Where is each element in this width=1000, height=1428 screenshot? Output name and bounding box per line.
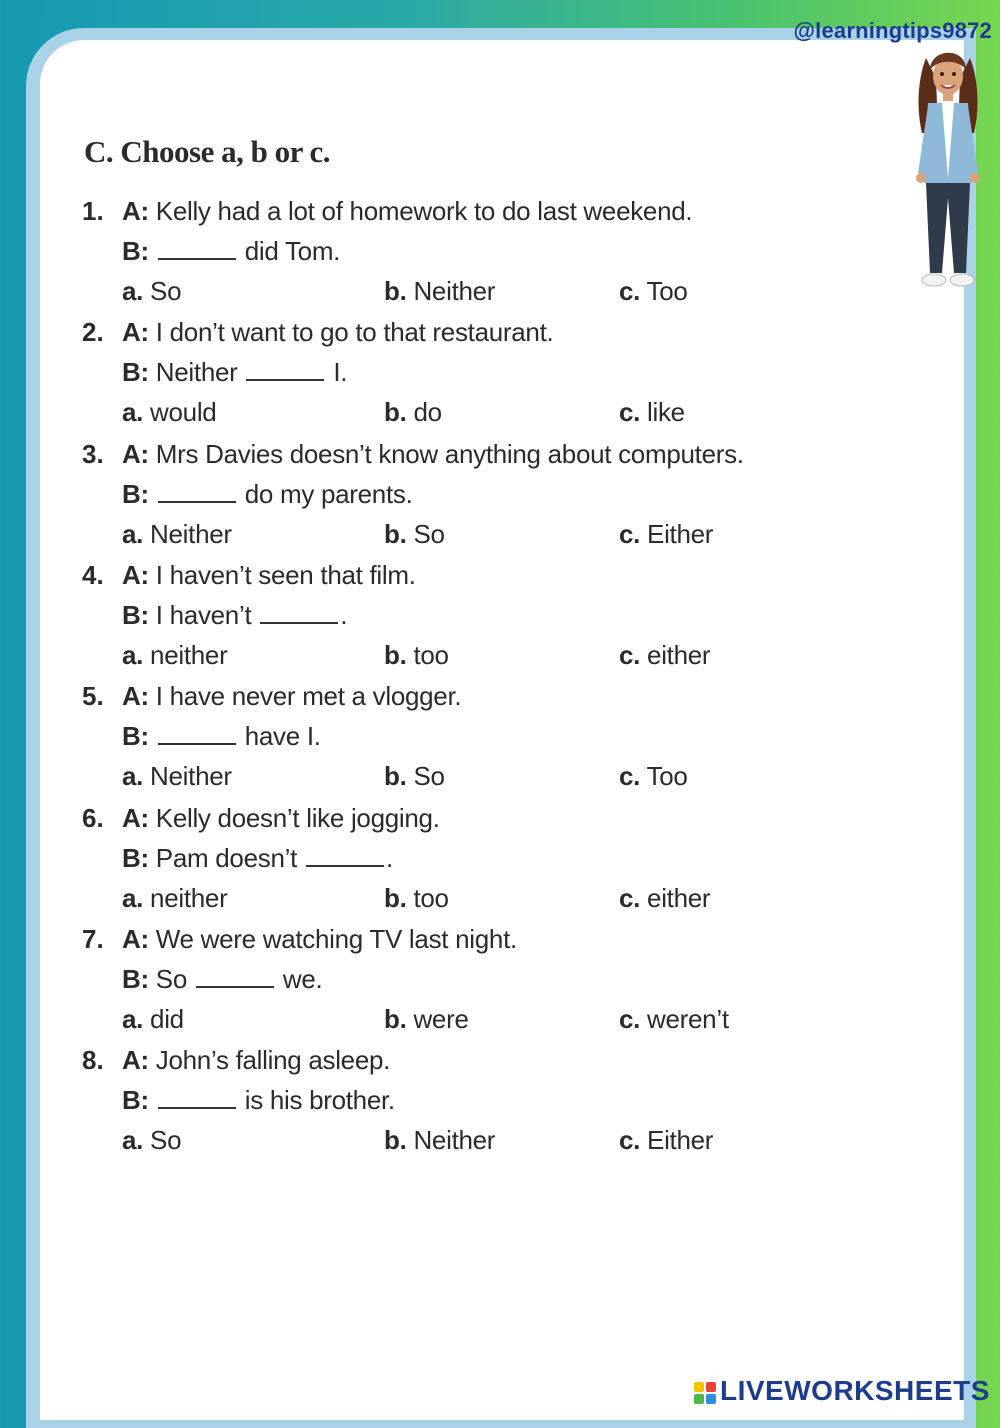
option-text: either — [647, 882, 711, 913]
option-text: weren’t — [647, 1003, 729, 1034]
speaker-a-line — [122, 924, 517, 955]
speaker-a-text: John’s falling asleep. — [155, 1045, 391, 1076]
speaker-b-text-after: we. — [282, 963, 323, 994]
speaker-b-text-after: is his brother. — [244, 1085, 395, 1116]
answer-option[interactable] — [384, 883, 449, 914]
answer-option[interactable] — [619, 883, 710, 914]
option-letter: c. — [619, 761, 641, 792]
option-letter: c. — [619, 397, 641, 428]
answer-option[interactable] — [619, 761, 688, 792]
option-letter: a. — [122, 1125, 144, 1156]
option-letter: a. — [122, 882, 144, 913]
speaker-a-text: I don’t want to go to that restaurant. — [155, 317, 554, 348]
teacher-illustration — [908, 38, 988, 296]
answer-blank[interactable] — [158, 723, 236, 745]
answer-option[interactable] — [619, 1004, 729, 1035]
question-number: 8. — [82, 1045, 104, 1076]
exercise-heading: C. Choose a, b or c. — [84, 134, 331, 169]
speaker-a-line — [122, 317, 553, 348]
answer-blank[interactable] — [246, 359, 324, 381]
speaker-a-label: A: — [122, 923, 149, 954]
option-letter: a. — [122, 397, 144, 428]
option-letter: b. — [384, 276, 407, 306]
answer-option[interactable] — [619, 276, 688, 307]
option-text: neither — [150, 882, 228, 913]
option-text: either — [647, 639, 711, 670]
option-letter: a. — [122, 518, 144, 549]
speaker-b-label: B: — [122, 721, 149, 752]
speaker-b-text-after: did Tom. — [244, 236, 341, 266]
speaker-a-text: Kelly had a lot of homework to do last weekend. — [155, 196, 693, 226]
speaker-b-line — [122, 721, 321, 752]
speaker-a-label: A: — [122, 317, 149, 348]
speaker-b-label: B: — [122, 1085, 149, 1116]
speaker-b-label: B: — [122, 963, 149, 994]
speaker-b-line — [122, 600, 347, 631]
option-letter: c. — [619, 882, 641, 913]
answer-option[interactable] — [384, 1125, 495, 1156]
answer-option[interactable] — [122, 1125, 181, 1156]
option-text: So — [413, 518, 445, 549]
speaker-a-line — [122, 560, 416, 591]
option-text: were — [413, 1003, 469, 1034]
speaker-a-line — [122, 439, 744, 470]
answer-blank[interactable] — [196, 966, 274, 988]
speaker-b-label: B: — [122, 599, 149, 630]
speaker-b-text-before: Pam doesn’t — [155, 842, 298, 873]
answer-blank[interactable] — [158, 481, 236, 503]
option-text: So — [413, 761, 445, 792]
speaker-a-line — [122, 196, 692, 227]
option-text: would — [150, 397, 217, 428]
speaker-b-text-before: I haven’t — [155, 599, 252, 630]
speaker-a-line — [122, 681, 461, 712]
answer-option[interactable] — [122, 276, 181, 307]
answer-option[interactable] — [619, 1125, 713, 1156]
option-letter: c. — [619, 1003, 641, 1034]
question-number: 7. — [82, 923, 104, 954]
speaker-b-text-after: . — [340, 599, 348, 630]
speaker-b-label: B: — [122, 236, 149, 266]
speaker-b-line — [122, 964, 322, 995]
speaker-a-label: A: — [122, 438, 149, 469]
speaker-a-label: A: — [122, 559, 149, 590]
speaker-b-label: B: — [122, 478, 149, 509]
option-text: Neither — [150, 518, 232, 549]
option-text: did — [150, 1003, 184, 1034]
answer-blank[interactable] — [158, 238, 236, 260]
option-text: too — [413, 639, 449, 670]
answer-option[interactable] — [384, 276, 495, 307]
option-letter: c. — [619, 1125, 641, 1156]
answer-option[interactable] — [384, 397, 442, 428]
speaker-a-text: Kelly doesn’t like jogging. — [155, 802, 440, 833]
option-letter: b. — [384, 1125, 407, 1156]
answer-option[interactable] — [619, 640, 710, 671]
option-letter: b. — [384, 1003, 407, 1034]
channel-handle: @learningtips9872 — [793, 18, 992, 43]
speaker-b-text-after: do my parents. — [244, 478, 413, 509]
answer-option[interactable] — [122, 519, 232, 550]
answer-blank[interactable] — [260, 602, 338, 624]
option-letter: c. — [619, 276, 641, 306]
logo-text: LIVEWORKSHEETS — [720, 1375, 990, 1406]
answer-option[interactable] — [122, 397, 216, 428]
speaker-a-label: A: — [122, 802, 149, 833]
option-letter: c. — [619, 639, 641, 670]
question-number: 4. — [82, 559, 104, 590]
question-number: 2. — [82, 317, 104, 348]
speaker-a-line — [122, 803, 440, 834]
speaker-b-line — [122, 357, 347, 388]
option-letter: b. — [384, 761, 407, 792]
option-letter: a. — [122, 639, 144, 670]
liveworksheets-logo-icon — [694, 1382, 716, 1404]
option-text: Too — [646, 276, 688, 306]
speaker-b-text-after: I. — [333, 357, 348, 388]
speaker-b-line — [122, 1085, 395, 1116]
option-text: Neither — [150, 761, 232, 792]
speaker-b-text-after: . — [385, 842, 393, 873]
answer-blank[interactable] — [158, 1087, 236, 1109]
answer-option[interactable] — [384, 640, 449, 671]
answer-option[interactable] — [384, 519, 445, 550]
liveworksheets-logo — [694, 1375, 990, 1407]
answer-option[interactable] — [122, 761, 232, 792]
option-letter: a. — [122, 761, 144, 792]
option-text: Either — [647, 518, 714, 549]
option-text: Neither — [413, 276, 496, 306]
answer-option[interactable] — [384, 1004, 469, 1035]
speaker-b-text-before: So — [155, 963, 187, 994]
option-text: neither — [150, 639, 228, 670]
answer-option[interactable] — [122, 883, 227, 914]
question-number: 3. — [82, 438, 104, 469]
speaker-b-line — [122, 236, 340, 267]
speaker-b-line — [122, 843, 393, 874]
speaker-b-line — [122, 479, 413, 510]
speaker-b-text-after: have I. — [244, 721, 321, 752]
question-number: 6. — [82, 802, 104, 833]
question-number: 1. — [82, 196, 104, 226]
option-letter: b. — [384, 397, 407, 428]
option-text: like — [647, 397, 685, 428]
answer-option[interactable] — [619, 397, 685, 428]
option-text: Either — [647, 1125, 714, 1156]
option-text: Neither — [413, 1125, 496, 1156]
option-letter: a. — [122, 1003, 144, 1034]
answer-option[interactable] — [122, 640, 227, 671]
answer-option[interactable] — [122, 1004, 184, 1035]
option-text: So — [150, 276, 182, 306]
speaker-a-text: Mrs Davies doesn’t know anything about computers. — [155, 438, 744, 469]
speaker-a-label: A: — [122, 1045, 149, 1076]
speaker-a-text: We were watching TV last night. — [155, 923, 517, 954]
option-letter: c. — [619, 518, 641, 549]
answer-option[interactable] — [619, 519, 713, 550]
speaker-a-label: A: — [122, 196, 149, 226]
option-text: too — [413, 882, 449, 913]
option-text: Too — [646, 761, 688, 792]
speaker-a-line — [122, 1045, 390, 1076]
speaker-b-text-before: Neither — [155, 357, 238, 388]
speaker-b-label: B: — [122, 357, 149, 388]
option-text: do — [413, 397, 442, 428]
speaker-a-text: I haven’t seen that film. — [155, 559, 416, 590]
option-letter: b. — [384, 518, 407, 549]
answer-option[interactable] — [384, 761, 445, 792]
option-letter: b. — [384, 639, 407, 670]
option-text: So — [150, 1125, 182, 1156]
option-letter: a. — [122, 276, 144, 306]
option-letter: b. — [384, 882, 407, 913]
speaker-b-label: B: — [122, 842, 149, 873]
question-number: 5. — [82, 681, 104, 712]
answer-blank[interactable] — [306, 845, 384, 867]
speaker-a-label: A: — [122, 681, 149, 712]
speaker-a-text: I have never met a vlogger. — [155, 681, 462, 712]
